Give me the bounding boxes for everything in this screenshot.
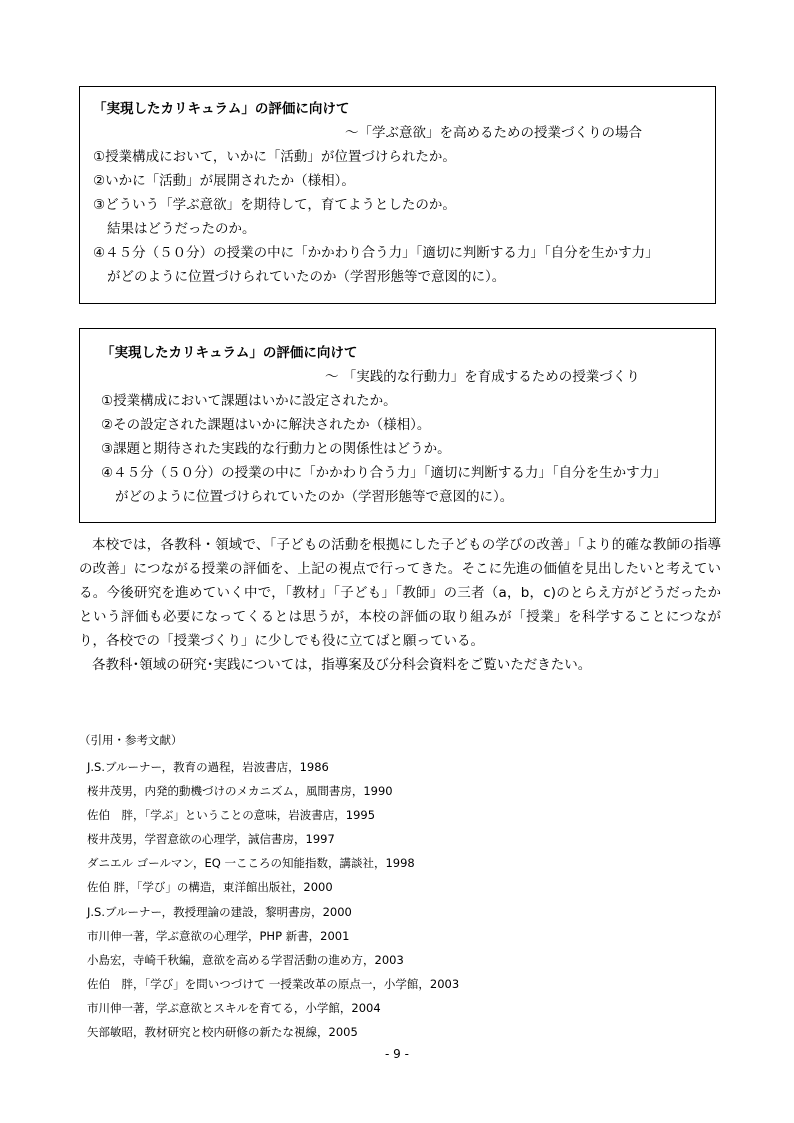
box-item: ①授業構成において，いかに「活動」が位置づけられたか。	[93, 149, 456, 165]
reference-item: 桜井茂男，内発的動機づけのメカニズム，風間書房，1990	[87, 784, 393, 799]
box-heading: 「実現したカリキュラム」の評価に向けて	[101, 345, 358, 361]
reference-item: 佐伯 胖，「学び」を問いつづけて 一授業改革の原点一，小学館，2003	[87, 976, 460, 991]
box-item: ②いかに「活動」が展開されたか（様相）。	[93, 173, 355, 189]
evaluation-box-motivation	[79, 86, 716, 304]
box-item: ②その設定された課題はいかに解決されたか（様相）。	[101, 417, 431, 433]
reference-item: 桜井茂男，学習意欲の心理学，誠信書房，1997	[87, 832, 335, 847]
box-item: 結果はどうだったのか。	[107, 221, 256, 237]
reference-item: 佐伯 胖，「学び」の構造，東洋館出版社，2000	[87, 880, 333, 895]
box-item: ③課題と期待された実践的な行動力との関係性はどうか。	[101, 441, 451, 457]
body-paragraph: 各教科･領域の研究･実践については，指導案及び分科会資料をご覧いただきたい。	[92, 657, 592, 673]
page-number: - 9 -	[385, 1047, 409, 1061]
references	[79, 728, 679, 1044]
reference-item: 矢部敏昭，教材研究と校内研修の新たな視線，2005	[87, 1025, 358, 1040]
body-text	[79, 533, 721, 677]
references-heading: （引用・参考文献）	[79, 733, 183, 747]
reference-item: 佐伯 胖，「学ぶ」ということの意味，岩波書店，1995	[87, 808, 376, 823]
box-item: ④４５分（５０分）の授業の中に「かかわり合う力」「適切に判断する力」「自分を生かす力」	[101, 465, 667, 481]
box-subheading: 〜 「実践的な行動力」を育成するための授業づくり	[325, 369, 640, 385]
box-item: ①授業構成において課題はいかに設定されたか。	[101, 393, 397, 409]
box-item: ③どういう「学ぶ意欲」を期待して，育てようとしたのか。	[93, 197, 456, 213]
evaluation-box-practical-action	[79, 328, 716, 523]
reference-item: 小島宏，寺崎千秋編，意欲を高める学習活動の進め方，2003	[87, 952, 404, 967]
reference-item: J.S.ブルーナー，教授理論の建設，黎明書房，2000	[87, 904, 352, 919]
reference-item: 市川伸一著，学ぶ意欲とスキルを育てる，小学館，2004	[87, 1000, 381, 1015]
box-item: がどのように位置づけられていたのか（学習形態等で意図的に）。	[115, 489, 514, 505]
box-heading: 「実現したカリキュラム」の評価に向けて	[93, 101, 350, 117]
box-item: がどのように位置づけられていたのか（学習形態等で意図的に）。	[107, 269, 506, 285]
reference-item: J.S.ブルーナー，教育の過程，岩波書店，1986	[87, 760, 329, 774]
reference-item: ダニエル ゴールマン，EQ 一こころの知能指数，講談社，1998	[87, 856, 415, 871]
body-paragraph: 本校では，各教科・領域で、「子どもの活動を根拠にした子どもの学びの改善」「より的確な教師の指導の改善」につながる授業の評価を、上記の視点で行ってきた。そこに先進の価値を見出したいと考えている。今後研究を進めていく中で，「教材」「子ども」「教師」の三者（a，b，c)のとらえ方がどうだったかという評価も必要になってくるとは思うが，本校の評価の取り組みが「授業」を科学することにつながり，各校での「授業づくり」に少しでも役に立てばと願っている。	[79, 537, 721, 649]
reference-item: 市川伸一著，学ぶ意欲の心理学，PHP 新書，2001	[87, 928, 350, 943]
box-item: ④４５分（５０分）の授業の中に「かかわり合う力」「適切に判断する力」「自分を生かす力」	[93, 245, 659, 261]
box-subheading: 〜「学ぶ意欲」を高めるための授業づくりの場合	[345, 125, 642, 141]
